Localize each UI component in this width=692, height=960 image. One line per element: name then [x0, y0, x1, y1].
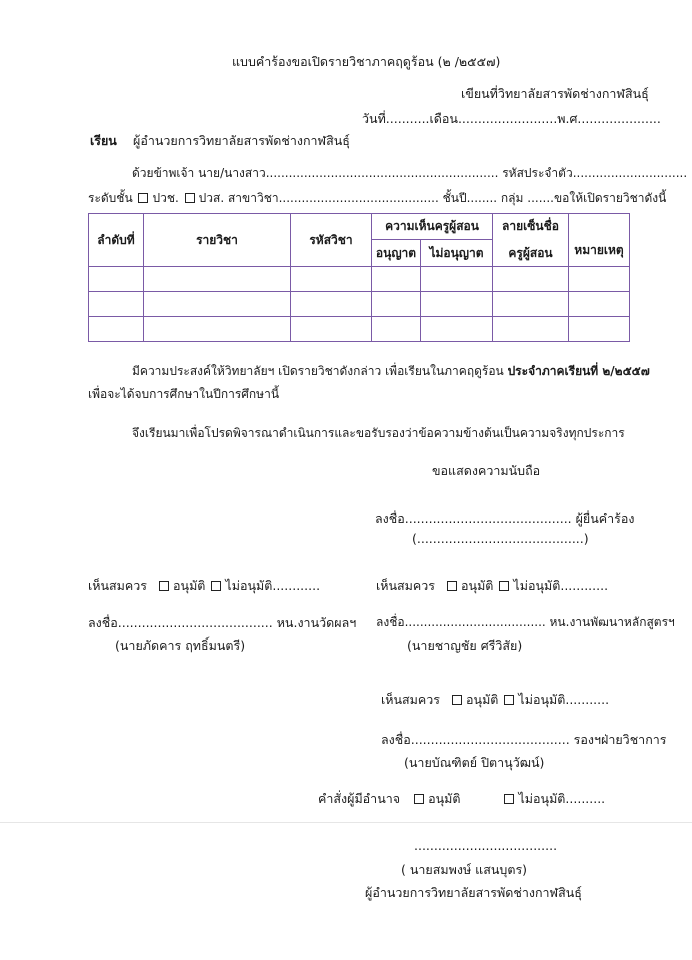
- cell-code[interactable]: [291, 292, 372, 317]
- deputy-name: (นายบัณฑิตย์ ปิตานุวัฒน์): [404, 755, 545, 770]
- deputy-agree-label: เห็นสมควร: [381, 692, 441, 707]
- applicant-name: (..........................................): [412, 531, 589, 546]
- table-row: [89, 267, 630, 292]
- authority-order-label: คำสั่งผู้มีอำนาจ: [318, 791, 401, 806]
- request-line: จึงเรียนมาเพื่อโปรดพิจารณาดำเนินการและขอรับรองว่าข้อความข้างต้นเป็นความจริงทุกประการ: [132, 426, 625, 440]
- major-line: สาขาวิชา.......................................... ชั้นปี........ กลุ่ม .......ขอให้เปิดรายวิชาดังนี้: [227, 191, 667, 205]
- hvc-label: ปวส.: [198, 191, 225, 205]
- closing: ขอแสดงความนับถือ: [432, 463, 541, 478]
- header-signature-line2: ครูผู้สอน: [508, 246, 553, 260]
- header-no: ลำดับที่: [89, 214, 144, 267]
- cell-approve[interactable]: [372, 317, 421, 342]
- level-label: ระดับชั้น: [88, 191, 133, 205]
- cell-no[interactable]: [89, 292, 144, 317]
- purpose-text: มีความประสงค์ให้วิทยาลัยฯ เปิดรายวิชาดังกล่าว เพื่อเรียนในภาคฤดูร้อน: [132, 364, 504, 378]
- cell-subject[interactable]: [144, 317, 291, 342]
- authority-not-approve-checkbox[interactable]: [504, 794, 514, 804]
- header-approve: อนุญาต: [372, 240, 421, 267]
- right-sign: ลงชื่อ..................................... หน.งานพัฒนาหลักสูตรฯ: [376, 615, 675, 629]
- header-signature-line1: ลายเซ็นชื่อ: [502, 219, 559, 233]
- divider: [0, 822, 692, 823]
- authority-approve-checkbox[interactable]: [414, 794, 424, 804]
- cell-note[interactable]: [569, 317, 630, 342]
- authority-approve-label: อนุมัติ: [428, 791, 461, 806]
- left-name: (นายภัดคาร ฤทธิ์มนตรี): [115, 638, 246, 653]
- right-not-approve-label: ไม่อนุมัติ............: [513, 578, 609, 593]
- salutation-label: เรียน: [90, 133, 117, 148]
- left-approve-label: อนุมัติ: [173, 578, 206, 593]
- authority-name: ( นายสมพงษ์ แสนบุตร): [401, 862, 528, 877]
- salutation-recipient: ผู้อำนวยการวิทยาลัยสารพัดช่างกาฬสินธุ์: [133, 133, 350, 148]
- header-code: รหัสวิชา: [291, 214, 372, 267]
- deputy-approve-label: อนุมัติ: [466, 692, 499, 707]
- vc-label: ปวช.: [152, 191, 179, 205]
- table-row: [89, 317, 630, 342]
- cell-not-approve[interactable]: [421, 317, 493, 342]
- left-sign: ลงชื่อ....................................... หน.งานวัดผลฯ: [88, 615, 357, 630]
- left-approve-checkbox[interactable]: [159, 581, 169, 591]
- purpose-term: ประจำภาคเรียนที่ ๒/๒๕๕๗: [507, 364, 650, 378]
- left-opinion-line: [88, 576, 320, 596]
- header-opinion: ความเห็นครูผู้สอน: [372, 214, 493, 240]
- right-not-approve-checkbox[interactable]: [499, 581, 509, 591]
- left-not-approve-label: ไม่อนุมัติ............: [225, 578, 321, 593]
- left-not-approve-checkbox[interactable]: [211, 581, 221, 591]
- applicant-sign: ลงชื่อ.......................................... ผู้ยื่นคำร้อง: [375, 511, 635, 526]
- applicant-info-line: ด้วยข้าพเจ้า นาย/นางสาว............................................................. รหัสประจำตัว..............................: [132, 166, 688, 180]
- cell-note[interactable]: [569, 267, 630, 292]
- hvc-checkbox[interactable]: [185, 193, 195, 203]
- right-agree-label: เห็นสมควร: [376, 578, 436, 593]
- header-note: หมายเหตุ: [569, 214, 630, 267]
- authority-position: ผู้อำนวยการวิทยาลัยสารพัดช่างกาฬสินธุ์: [365, 885, 582, 900]
- cell-signature[interactable]: [493, 267, 569, 292]
- vc-checkbox[interactable]: [138, 193, 148, 203]
- deputy-approve-checkbox[interactable]: [452, 695, 462, 705]
- cell-no[interactable]: [89, 267, 144, 292]
- cell-signature[interactable]: [493, 317, 569, 342]
- cell-subject[interactable]: [144, 292, 291, 317]
- cell-code[interactable]: [291, 267, 372, 292]
- deputy-not-approve-checkbox[interactable]: [504, 695, 514, 705]
- header-signature: [493, 214, 569, 267]
- form-title: แบบคำร้องขอเปิดรายวิชาภาคฤดูร้อน (๒ /๒๕๕๗): [232, 54, 501, 69]
- written-at: เขียนที่วิทยาลัยสารพัดช่างกาฬสินธุ์: [461, 86, 649, 101]
- authority-order-line: [318, 789, 605, 809]
- purpose-line2: เพื่อจะได้จบการศึกษาในปีการศึกษานี้: [88, 387, 280, 401]
- deputy-opinion-line: [381, 690, 609, 710]
- header-subject: รายวิชา: [144, 214, 291, 267]
- cell-approve[interactable]: [372, 267, 421, 292]
- purpose-line1: [132, 362, 650, 381]
- cell-subject[interactable]: [144, 267, 291, 292]
- cell-not-approve[interactable]: [421, 292, 493, 317]
- deputy-sign: ลงชื่อ........................................ รองฯฝ่ายวิชาการ: [381, 732, 667, 747]
- cell-signature[interactable]: [493, 292, 569, 317]
- cell-note[interactable]: [569, 292, 630, 317]
- authority-sign-line: ....................................: [414, 838, 558, 853]
- cell-no[interactable]: [89, 317, 144, 342]
- authority-not-approve-label: ไม่อนุมัติ..........: [518, 791, 606, 806]
- cell-approve[interactable]: [372, 292, 421, 317]
- right-name: (นายชาญชัย ศรีวิสัย): [407, 638, 523, 653]
- deputy-not-approve-label: ไม่อนุมัติ...........: [518, 692, 610, 707]
- table-row: [89, 292, 630, 317]
- cell-not-approve[interactable]: [421, 267, 493, 292]
- right-approve-checkbox[interactable]: [447, 581, 457, 591]
- level-line: [88, 189, 666, 208]
- left-agree-label: เห็นสมควร: [88, 578, 148, 593]
- right-approve-label: อนุมัติ: [461, 578, 494, 593]
- header-not-approve: ไม่อนุญาต: [421, 240, 493, 267]
- date-line: วันที่...........เดือน.........................พ.ศ.....................: [362, 111, 661, 126]
- cell-code[interactable]: [291, 317, 372, 342]
- subject-table: [88, 213, 630, 342]
- right-opinion-line: [376, 576, 608, 596]
